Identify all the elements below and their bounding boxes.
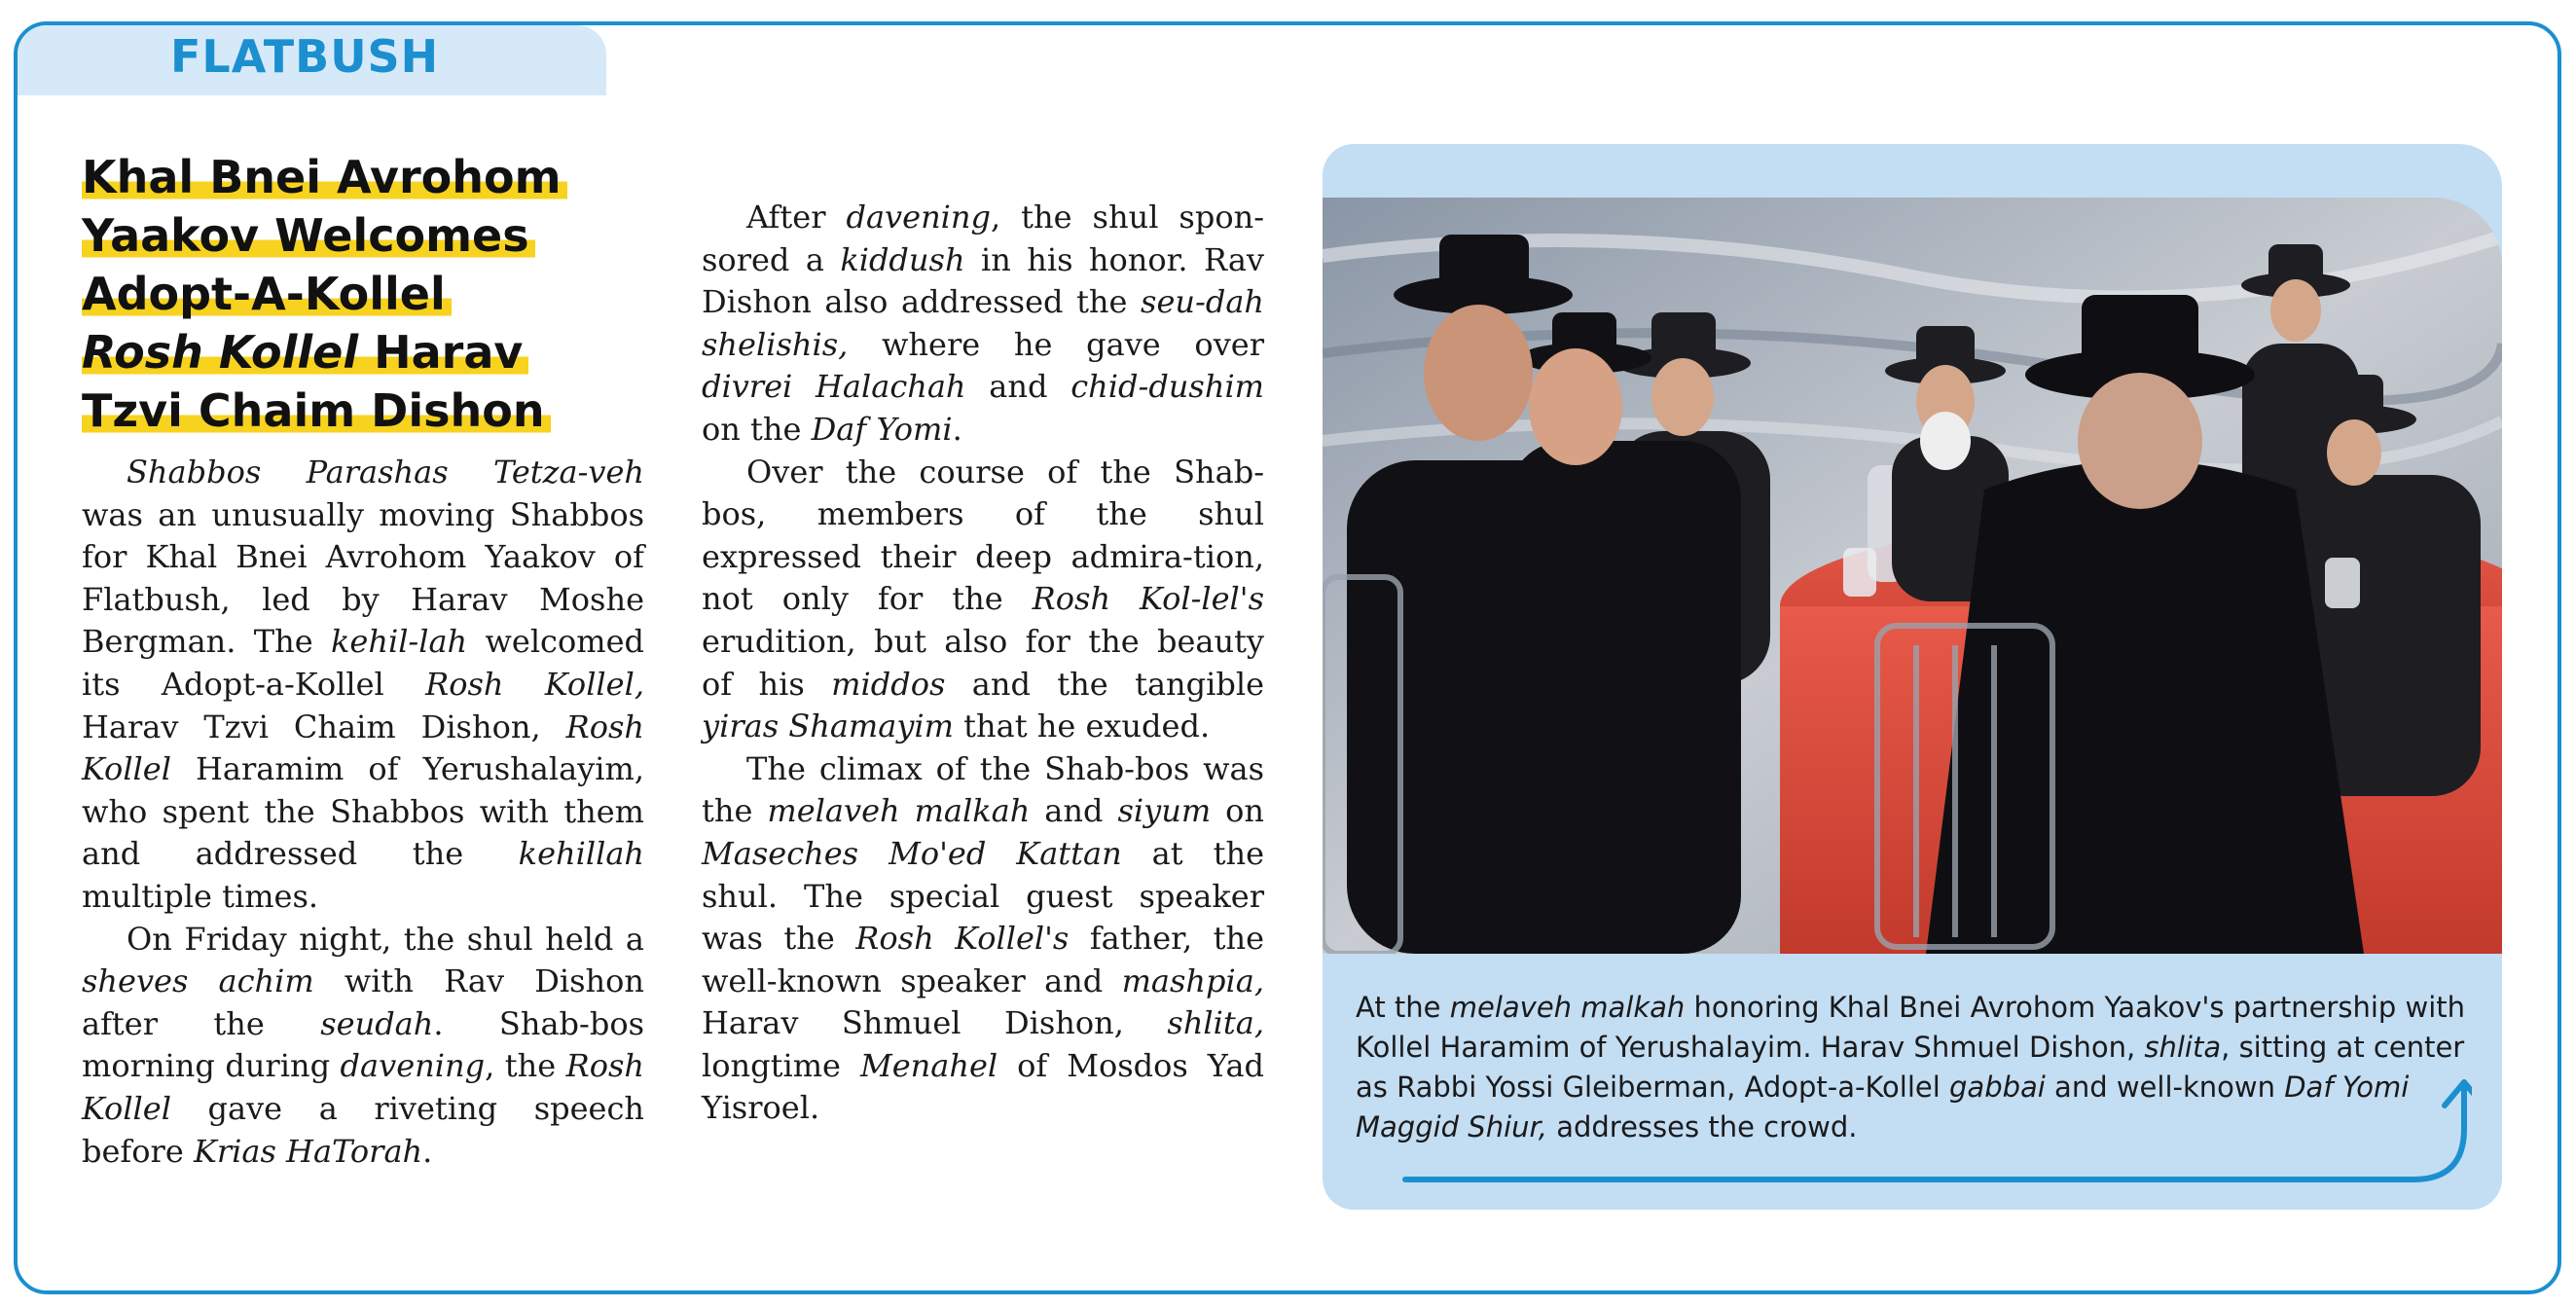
body-paragraph: Over the course of the Shab-bos, members of the shul expressed their deep admira-tion, not only for the Rosh Kol-lel's erudition, but also for the beauty of his middos and the tangible yiras Shamayim that he exuded. — [702, 453, 1265, 745]
event-photo — [1323, 198, 2502, 954]
body-paragraph: The climax of the Shab-bos was the melaveh malkah and siyum on Maseches Mo'ed Kattan at the shul. The special guest speaker was the Rosh Kollel's father, the well-known speaker and mashpia, Harav Shmuel Dishon, shlita, longtime Menahel of Mosdos Yad Yisroel. — [702, 749, 1265, 1127]
headline-italic: Rosh Kollel — [82, 326, 359, 379]
body-column-1 — [82, 452, 644, 1173]
headline-line: Yaakov Welcomes — [82, 209, 535, 262]
body-column-2 — [702, 197, 1264, 1130]
headline-text: Harav — [358, 326, 524, 379]
photo-caption: At the melaveh malkah honoring Khal Bnei Avrohom Yaakov's partnership with Kollel Haramim of Yerushalayim. Harav Shmuel Dishon, shlita, sitting at center as Rabbi Yossi Gleiberman, Adopt-a-Kollel gabbai and well-known Daf Yomi Maggid Shiur, addresses the crowd. — [1356, 991, 2466, 1144]
headline-line: Adopt-A-Kollel — [82, 268, 452, 320]
body-paragraph: On Friday night, the shul held a sheves achim with Rav Dishon after the seudah. Shab-bos morning during davening, the Rosh Kollel gave a riveting speech before Krias HaTorah. — [82, 920, 645, 1170]
headline-line: Khal Bnei Avrohom — [82, 151, 567, 203]
body-paragraph: Shabbos Parashas Tetza-veh was an unusually moving Shabbos for Khal Bnei Avrohom Yaakov of Flatbush, led by Harav Moshe Bergman. The kehil-lah welcomed its Adopt-a-Kollel Rosh Kollel, Harav Tzvi Chaim Dishon, Rosh Kollel Haramim of Yerushalayim, who spent the Shabbos with them and addressed the kehillah multiple times. — [82, 454, 645, 915]
headline — [82, 148, 646, 440]
curved-return-arrow-icon — [1401, 1071, 2472, 1191]
body-paragraph: After davening, the shul spon-sored a kiddush in his honor. Rav Dishon also addressed the seu-dah shelishis, where he gave over divrei Halachah and chid-dushim on the Daf Yomi. — [702, 199, 1265, 448]
headline-line: Tzvi Chaim Dishon — [82, 384, 551, 437]
section-label: FLATBUSH — [170, 30, 440, 83]
headline-line — [82, 326, 528, 379]
